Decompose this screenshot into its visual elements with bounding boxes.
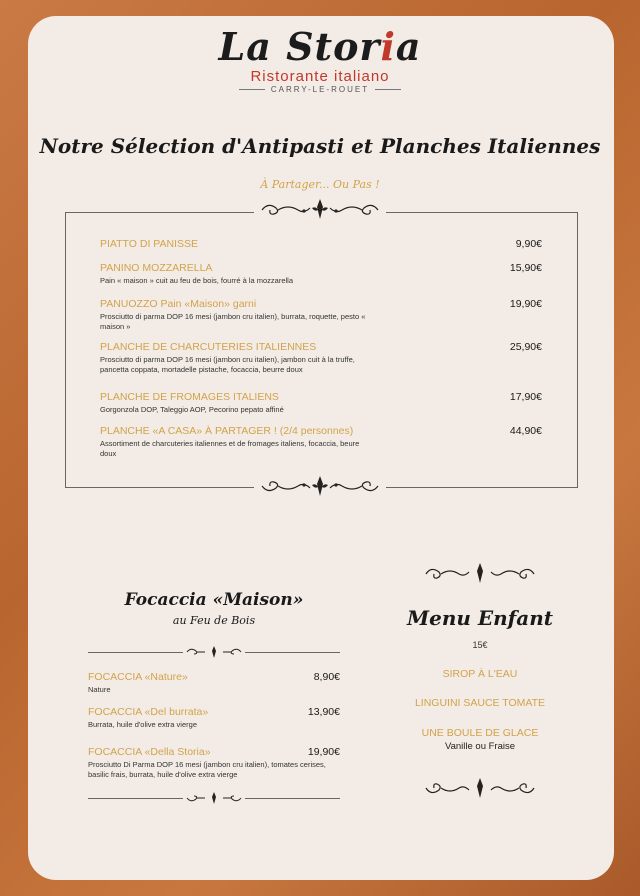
flourish-icon	[254, 196, 386, 224]
focaccia-item-price: 19,90€	[307, 746, 340, 758]
antipasti-item-price: 25,90€	[509, 341, 542, 353]
restaurant-subtitle: Ristorante italiano	[250, 68, 390, 85]
focaccia-item-price: 13,90€	[307, 706, 340, 718]
antipasti-item-name: PANUOZZO Pain «Maison» garni	[100, 298, 257, 310]
focaccia-subtitle: au Feu de Bois	[172, 614, 256, 627]
enfant-item-note: Vanille ou Fraise	[444, 741, 516, 752]
enfant-price: 15€	[472, 640, 488, 650]
antipasti-item-price: 15,90€	[509, 262, 542, 274]
antipasti-item-price: 17,90€	[509, 391, 542, 403]
antipasti-item-desc: Prosciutto di parma DOP 16 mesi (jambon cru italien), burrata, roquette, pesto « maison »	[100, 312, 366, 331]
antipasti-item-name: PLANCHE DE FROMAGES ITALIENS	[100, 391, 279, 403]
focaccia-item-desc: Prosciutto Di Parma DOP 16 mesi (jambon cru italien), tomates cerises, basilic frais, burrata, huile d'olive extra vierge	[88, 760, 326, 779]
flourish-icon	[420, 560, 540, 588]
antipasti-title: Notre Sélection d'Antipasti et Planches Italiennes	[39, 134, 601, 158]
flourish-icon	[183, 644, 245, 660]
enfant-title: Menu Enfant	[406, 606, 554, 630]
focaccia-ornament-bottom	[183, 790, 245, 806]
enfant-item: LINGUINI SAUCE TOMATE	[414, 697, 546, 709]
antipasti-item-price: 44,90€	[509, 425, 542, 437]
focaccia-item-desc: Nature	[88, 685, 111, 694]
antipasti-item-desc: Gorgonzola DOP, Taleggio AOP, Pecorino pepato affiné	[100, 405, 284, 414]
focaccia-title: Focaccia «Maison»	[124, 590, 304, 610]
antipasti-item-desc: Pain « maison » cuit au feu de bois, fourré à la mozzarella	[100, 276, 294, 285]
focaccia-item-name: FOCACCIA «Nature»	[88, 671, 188, 683]
enfant-ornament-top	[420, 560, 540, 588]
enfant-ornament-bottom	[420, 774, 540, 802]
restaurant-city: CARRY-LE-ROUET	[0, 85, 640, 94]
flourish-icon	[254, 472, 386, 500]
antipasti-subtitle: À Partager... Ou Pas !	[260, 178, 380, 191]
antipasti-item-name: PANINO MOZZARELLA	[100, 262, 213, 274]
antipasti-item-name: PLANCHE «A CASA» À PARTAGER ! (2/4 personnes)	[100, 425, 354, 437]
focaccia-item-desc: Burrata, huile d'olive extra vierge	[88, 720, 197, 729]
restaurant-logo: La Storia	[218, 24, 422, 69]
focaccia-item-price: 8,90€	[313, 671, 340, 683]
enfant-item: UNE BOULE DE GLACE	[421, 727, 539, 739]
antipasti-item-name: PIATTO DI PANISSE	[100, 238, 199, 250]
antipasti-item-price: 9,90€	[515, 238, 542, 250]
ornament-top	[254, 196, 386, 224]
flourish-icon	[420, 774, 540, 802]
focaccia-item-name: FOCACCIA «Della Storia»	[88, 746, 211, 758]
antipasti-item-desc: Prosciutto di parma DOP 16 mesi (jambon cru italien), jambon cuit à la truffe, pancetta coppata, mortadelle pistache, focaccia, beurre doux	[100, 355, 355, 374]
ornament-bottom	[254, 472, 386, 500]
enfant-item: SIROP À L'EAU	[442, 668, 518, 680]
antipasti-item-name: PLANCHE DE CHARCUTERIES ITALIENNES	[100, 341, 317, 353]
antipasti-item-price: 19,90€	[509, 298, 542, 310]
focaccia-item-name: FOCACCIA «Del burrata»	[88, 706, 209, 718]
flourish-icon	[183, 790, 245, 806]
focaccia-ornament-top	[183, 644, 245, 660]
antipasti-item-desc: Assortiment de charcuteries italiennes et de fromages italiens, focaccia, beure doux	[100, 439, 360, 458]
